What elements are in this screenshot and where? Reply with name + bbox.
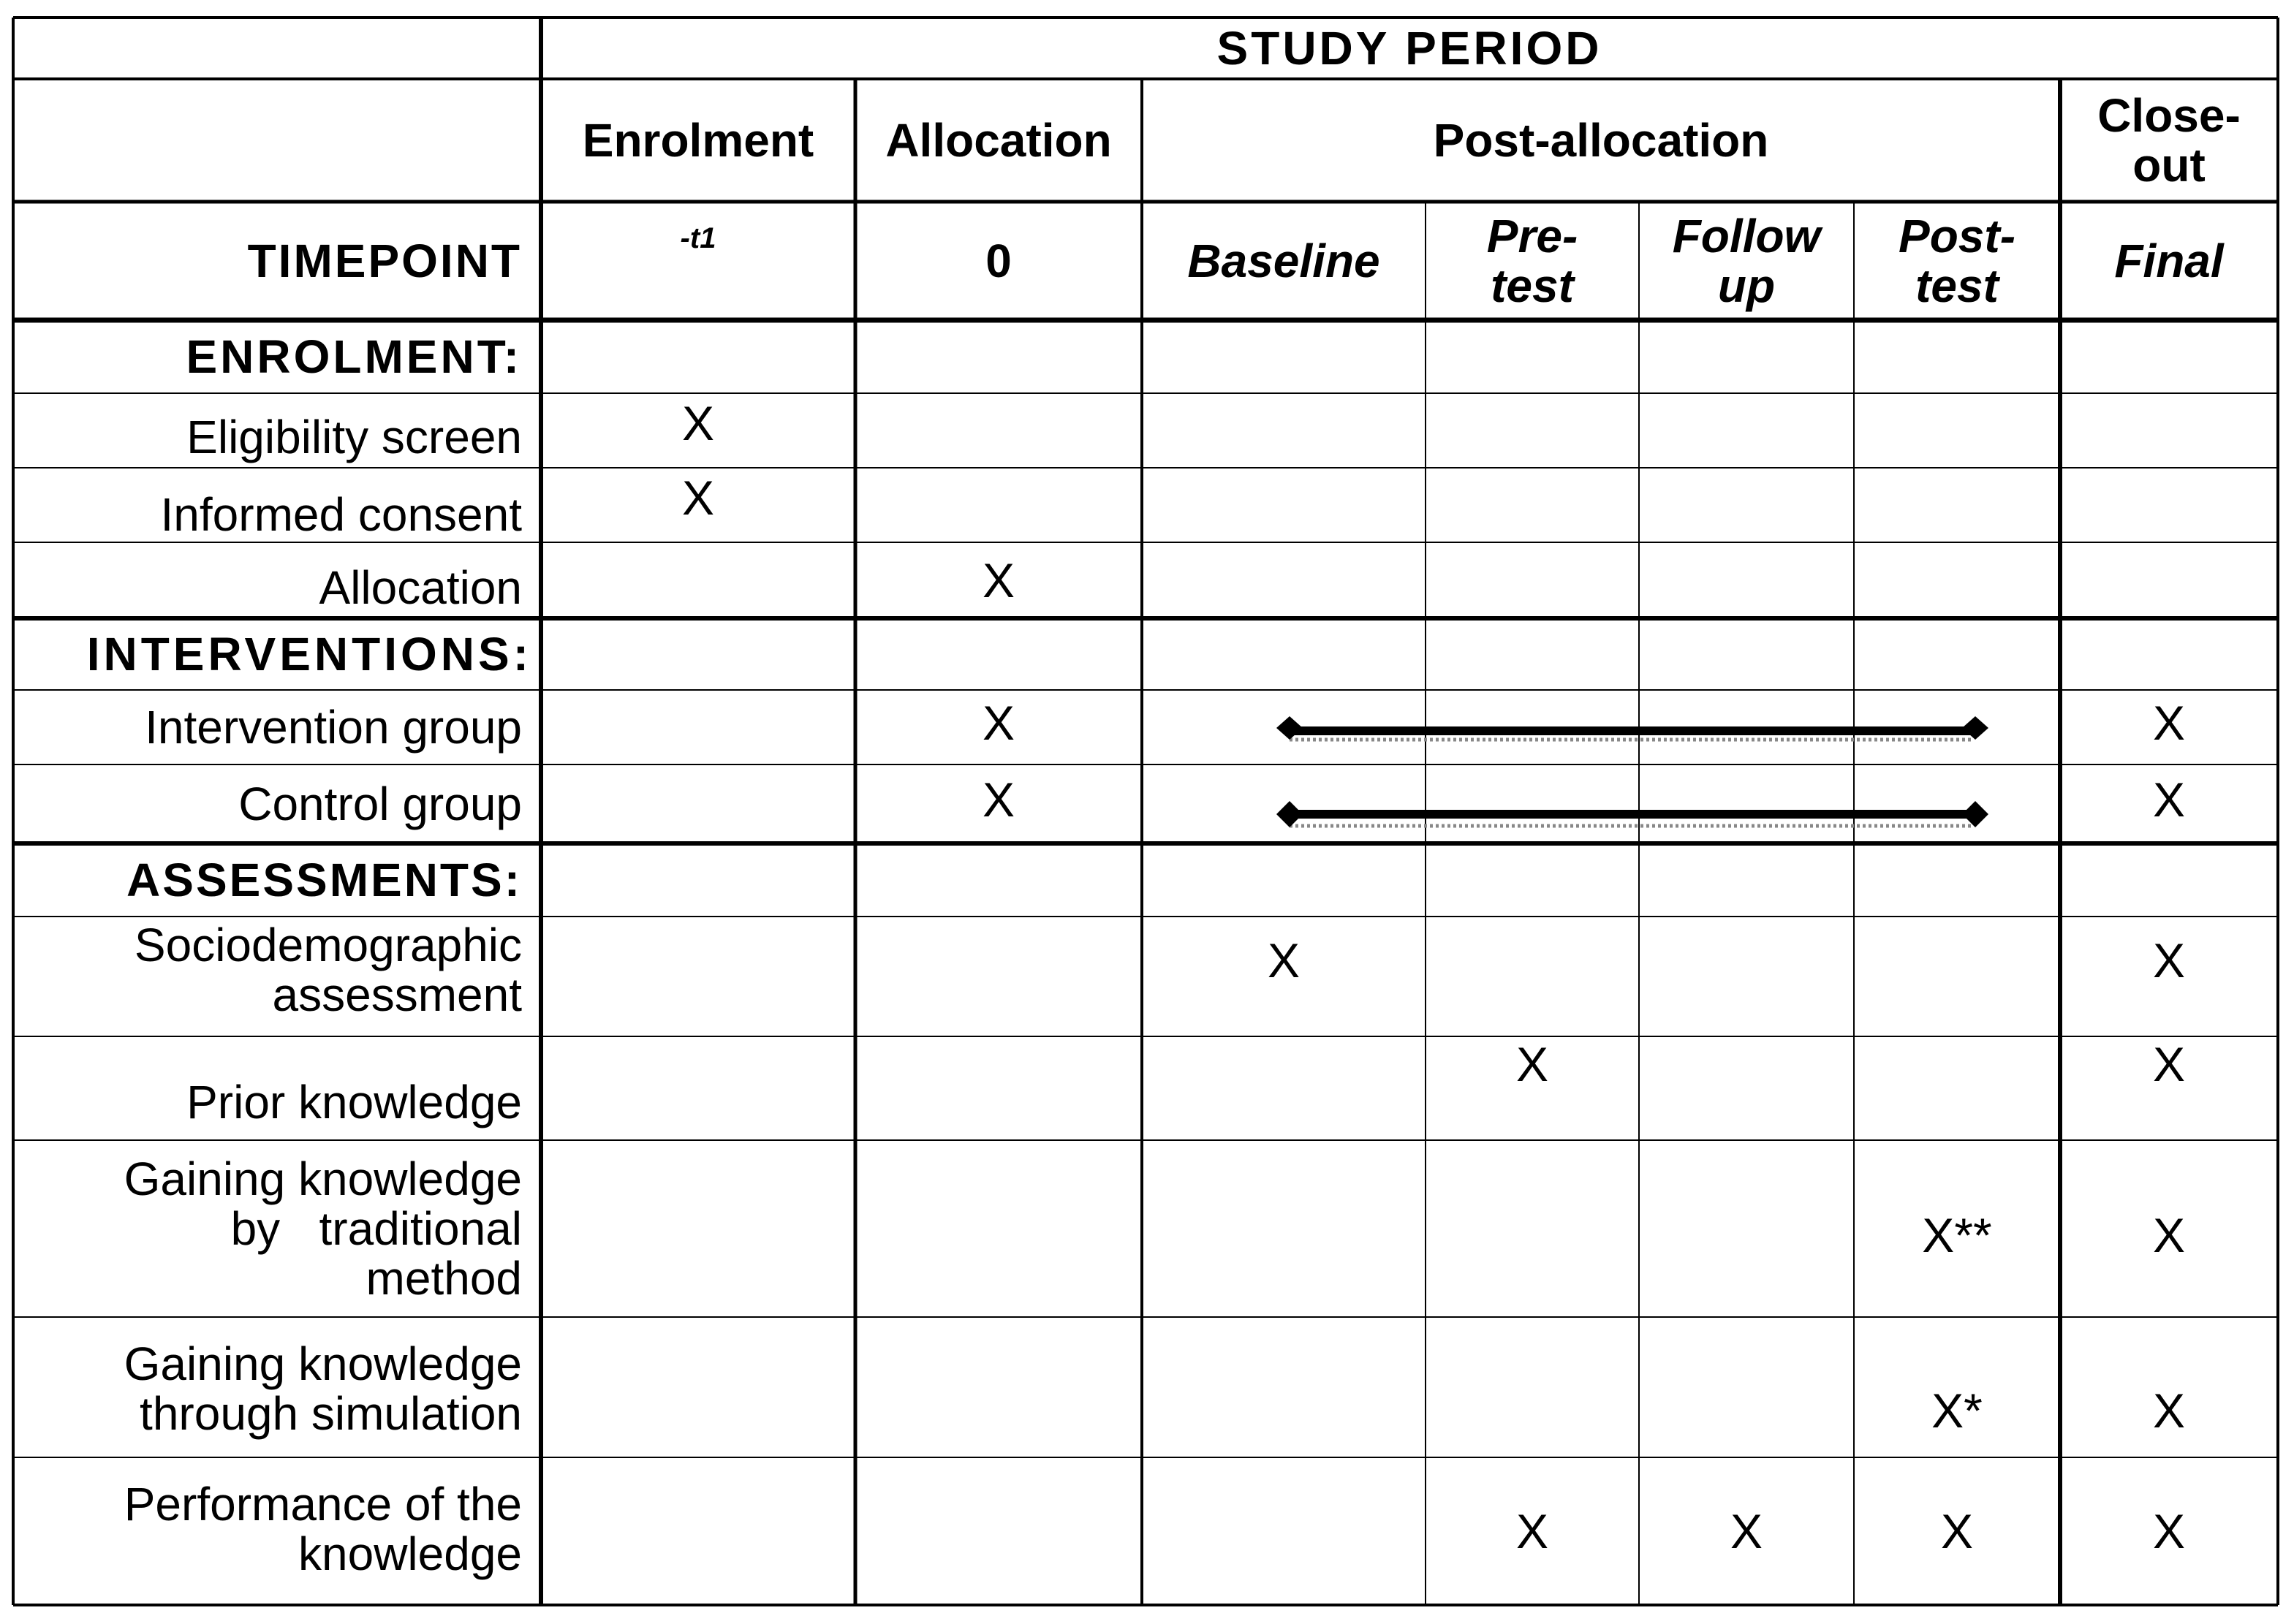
phase-close-out-line-2: out — [2132, 139, 2206, 191]
row-label-traditional-line-3: method — [366, 1252, 522, 1305]
row-label-prior-knowledge: Prior knowledge — [186, 1076, 522, 1128]
mark-simulation-final: X — [2152, 1384, 2186, 1438]
row-label-performance — [13, 1457, 541, 1605]
mark-prior-knowledge-pre-test: X — [1515, 1037, 1549, 1091]
timepoint-post-test-line-1: Post- — [1899, 210, 2015, 262]
timepoint-label: TIMEPOINT — [247, 235, 522, 287]
mark-intervention-final: X — [2152, 696, 2186, 750]
mark-consent-enrolment: X — [681, 471, 715, 525]
timepoint-enrolment: -t1 — [680, 222, 716, 254]
row-label-consent: Informed consent — [160, 488, 522, 541]
timepoint-allocation: 0 — [985, 235, 1012, 287]
row-label-allocation: Allocation — [319, 561, 522, 614]
phase-allocation: Allocation — [885, 114, 1112, 167]
section-enrolment: ENROLMENT: — [186, 330, 522, 383]
timepoint-follow-up-line-1: Follow — [1672, 210, 1821, 262]
study-period-header: STUDY PERIOD — [1216, 22, 1602, 75]
timepoint-pre-test-line-1: Pre- — [1486, 210, 1578, 262]
timepoint-baseline: Baseline — [1187, 235, 1380, 287]
mark-eligibility-enrolment: X — [681, 396, 715, 450]
row-label-performance-line-2: knowledge — [298, 1528, 522, 1580]
mark-sociodemographic-baseline: X — [1267, 933, 1301, 987]
phase-enrolment: Enrolment — [582, 114, 814, 167]
mark-allocation-allocation: X — [982, 553, 1015, 607]
row-label-eligibility: Eligibility screen — [186, 411, 522, 463]
timepoint-pre-test-line-2: test — [1491, 259, 1574, 312]
mark-simulation-post-test: X* — [1931, 1384, 1983, 1438]
mark-prior-knowledge-final: X — [2152, 1037, 2186, 1091]
row-label-traditional — [13, 1140, 541, 1317]
mark-performance-pre-test: X — [1515, 1504, 1549, 1558]
timepoint-follow-up-line-2: up — [1717, 259, 1776, 312]
mark-performance-post-test: X — [1940, 1504, 1974, 1558]
control-group-span — [1276, 801, 1988, 827]
phase-post-allocation: Post-allocation — [1433, 114, 1769, 167]
row-label-simulation-line-2: through simulation — [140, 1387, 522, 1440]
row-label-sociodemographic-line-1: Sociodemographic — [134, 919, 522, 971]
phase-close-out-line-1: Close- — [2097, 89, 2241, 142]
section-interventions: INTERVENTIONS: — [86, 628, 532, 680]
row-label-control-group: Control group — [238, 778, 522, 830]
row-label-sociodemographic-line-2: assessment — [272, 968, 522, 1021]
row-label-intervention-group: Intervention group — [145, 701, 522, 754]
mark-control-allocation: X — [982, 773, 1015, 827]
row-label-simulation — [13, 1317, 541, 1457]
mark-intervention-allocation: X — [982, 696, 1015, 750]
mark-performance-final: X — [2152, 1504, 2186, 1558]
mark-control-final: X — [2152, 773, 2186, 827]
mark-traditional-final: X — [2152, 1208, 2186, 1262]
intervention-group-span — [1276, 716, 1988, 740]
timepoint-final: Final — [2114, 235, 2224, 287]
timepoint-post-test-line-2: test — [1915, 259, 1999, 312]
row-label-traditional-line-1: Gaining knowledge — [124, 1153, 522, 1205]
mark-sociodemographic-final: X — [2152, 933, 2186, 987]
row-label-performance-line-1: Performance of the — [124, 1478, 522, 1530]
section-assessments: ASSESSMENTS: — [126, 854, 522, 906]
row-label-traditional-line-2: by traditional — [230, 1202, 522, 1255]
mark-traditional-post-test: X** — [1922, 1208, 1992, 1262]
row-label-simulation-line-1: Gaining knowledge — [124, 1337, 522, 1390]
row-label-sociodemographic — [13, 917, 541, 1023]
mark-performance-follow-up: X — [1730, 1504, 1763, 1558]
